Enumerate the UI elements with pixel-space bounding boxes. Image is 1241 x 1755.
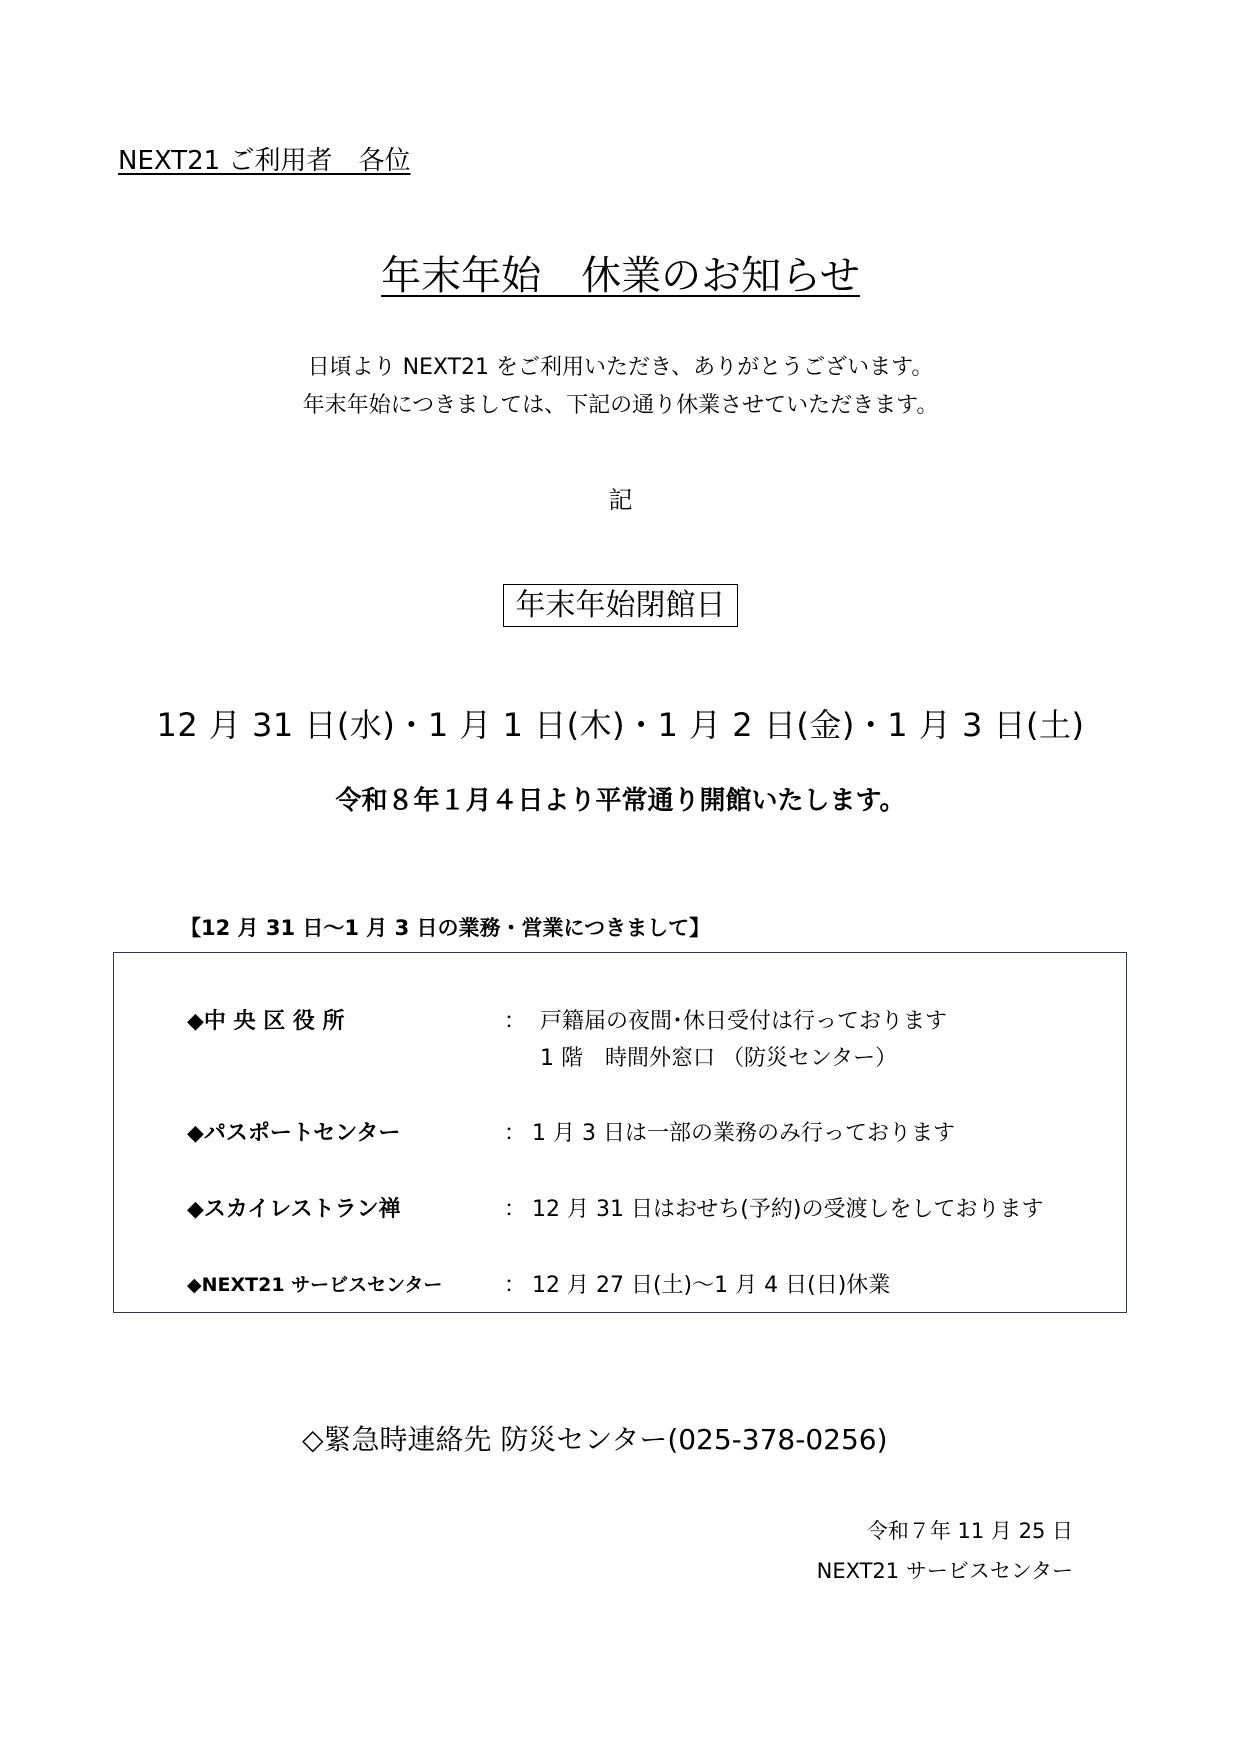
service-text-ward-office: 戸籍届の夜間･休日受付は行っております [540, 1009, 948, 1034]
service-label-passport: ◆パスポートセンター [187, 1121, 401, 1146]
closed-days-label: 年末年始閉館日 [503, 584, 738, 627]
service-label-service-center: ◆NEXT21 サービスセンター [187, 1274, 443, 1296]
service-colon: ： [504, 1121, 527, 1146]
service-text-restaurant: 12 月 31 日はおせち(予約)の受渡しをしております [532, 1197, 1044, 1222]
notice-title [0, 244, 1241, 301]
emergency-contact: ◇緊急時連絡先 防災センター(025-378-0256) [302, 1423, 888, 1456]
service-text-passport: 1 月 3 日は一部の業務のみ行っております [532, 1121, 955, 1146]
addressee: NEXT21 ご利用者 各位 [118, 146, 411, 176]
ki-heading: 記 [608, 486, 633, 514]
service-label-ward-office: ◆中 央 区 役 所 [187, 1009, 345, 1034]
intro-line-2: 年末年始につきましては、下記の通り休業させていただきます。 [302, 393, 939, 418]
services-heading: 【12 月 31 日～1 月 3 日の業務・営業につきまして】 [180, 916, 711, 940]
intro-line-1: 日頃より NEXT21 をご利用いただき、ありがとうございます。 [307, 355, 934, 380]
issuer-name: NEXT21 サービスセンター [816, 1559, 1073, 1583]
service-text-ward-office-2: 1 階 時間外窓口 （防災センター） [540, 1046, 898, 1071]
closed-dates: 12 月 31 日(水)・1 月 1 日(木)・1 月 2 日(金)・1 月 3 日(土) [156, 706, 1085, 744]
service-text-service-center: 12 月 27 日(土)～1 月 4 日(日)休業 [532, 1273, 891, 1298]
notice-title-text: 年末年始 休業のお知らせ [381, 253, 860, 299]
service-label-restaurant: ◆スカイレストラン禅 [187, 1197, 401, 1222]
service-colon: ： [504, 1009, 527, 1034]
service-colon: ： [504, 1197, 527, 1222]
reopen-notice: 令和８年１月４日より平常通り開館いたします。 [335, 786, 906, 816]
service-colon: ： [504, 1273, 527, 1298]
issue-date: 令和７年 11 月 25 日 [866, 1519, 1073, 1543]
